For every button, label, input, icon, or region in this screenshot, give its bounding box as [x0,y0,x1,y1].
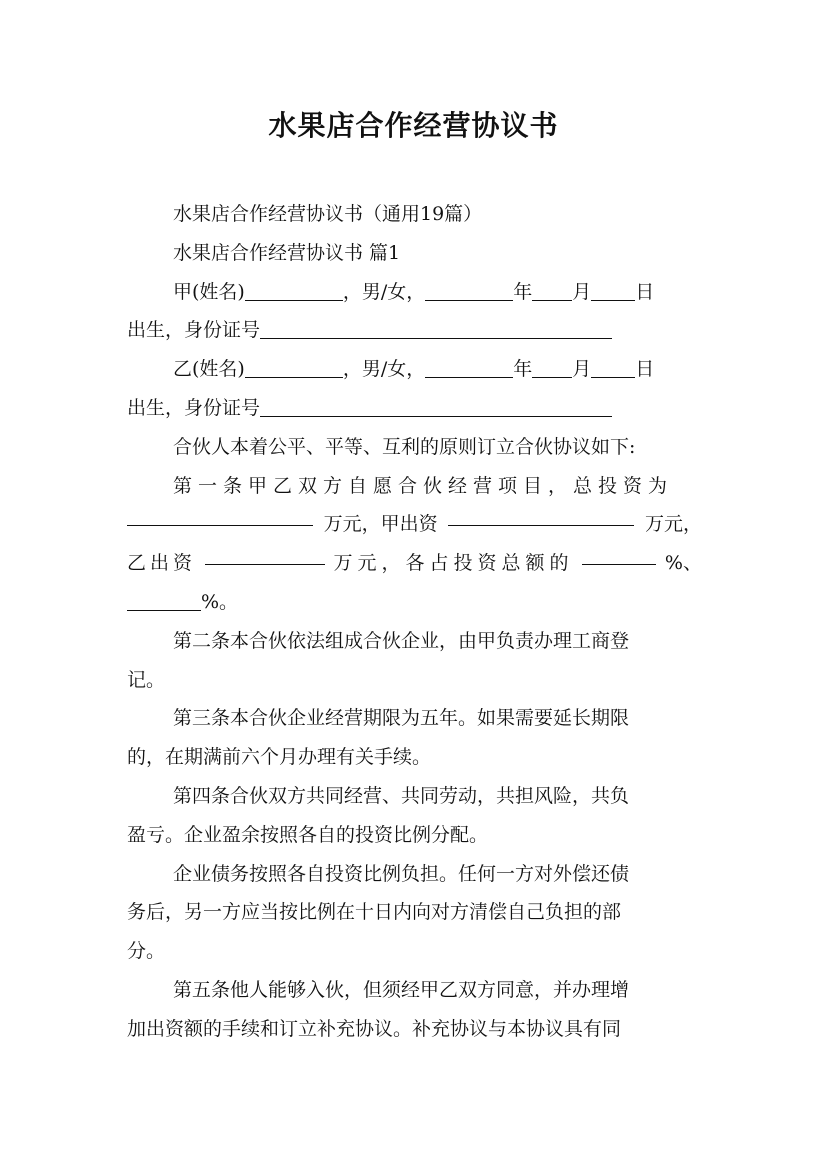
document-title: 水果店合作经营协议书 [268,109,559,142]
jia-investment-blank [448,505,634,526]
wan-label-1: 万元，甲出资 [323,513,438,536]
intro-paragraph: 合伙人本着公平、平等、互利的原则订立合伙协议如下: [173,435,636,458]
day-label: 日 [635,358,655,381]
total-investment-blank [127,505,313,526]
article-1-line-3 [127,544,702,583]
debt-line-3: 分。 [127,940,166,963]
day-blank [591,280,635,301]
article-5-line-2: 加出资额的手续和订立补充协议。补充协议与本协议具有同 [127,1017,622,1040]
party-yi-id-line [127,389,702,428]
name-blank [245,280,343,301]
article-1-line-4 [127,583,702,622]
day-blank [591,357,635,378]
name-blank [245,357,343,378]
id-label: 出生，身份证号 [127,319,261,342]
year-label: 年 [513,358,533,381]
year-blank [425,357,513,378]
wan-label-3: 万元，各占投资总额的 [333,552,574,575]
year-label: 年 [513,280,533,303]
debt-line-1: 企业债务按照各自投资比例负担。任何一方对外偿还债 [173,862,630,885]
article-4-line-2: 盈亏。企业盈余按照各自的投资比例分配。 [127,823,489,846]
article-1-line-2 [127,505,702,544]
article-5-line-1: 第五条他人能够入伙，但须经甲乙双方同意，并办理增 [173,978,630,1001]
debt-line-2: 务后，另一方应当按比例在十日内向对方清偿自己负担的部 [127,901,622,924]
wan-label-2: 万元， [644,513,702,536]
article-2-line-2: 记。 [127,668,166,691]
section-heading: 水果店合作经营协议书 篇1 [173,241,401,264]
party-jia-id-line [127,311,702,350]
party-yi-line [127,350,702,389]
article-3-line-2: 的，在期满前六个月办理有关手续。 [127,746,432,769]
article-2-line-1: 第二条本合伙依法组成合伙企业，由甲负责办理工商登 [173,629,630,652]
month-blank [532,280,572,301]
yi-investment-label: 乙出资 [127,552,197,575]
article-1-lead: 第一条甲乙双方自愿合伙经营项目，总投资为 [173,474,674,497]
article-1-line-1 [127,467,702,506]
article-3-line-1: 第三条本合伙企业经营期限为五年。如果需要延长期限 [173,707,630,730]
id-blank [260,396,612,417]
month-label: 月 [572,358,592,381]
document-body [127,195,702,1049]
yi-investment-blank [205,544,325,565]
month-blank [532,357,572,378]
party-jia-label: 甲(姓名) [173,280,245,303]
party-yi-label: 乙(姓名) [173,358,245,381]
id-blank [260,318,612,339]
year-blank [425,280,513,301]
article-4-line-1: 第四条合伙双方共同经营、共同劳动，共担风险，共负 [173,784,630,807]
percent-end-label: %。 [201,590,239,613]
yi-percent-blank [127,590,201,611]
sex-label: ，男/女， [342,280,426,303]
day-label: 日 [635,280,655,303]
jia-percent-blank [582,544,656,565]
month-label: 月 [572,280,592,303]
subtitle-line: 水果店合作经营协议书（通用19篇） [173,203,483,225]
party-jia-line [127,273,702,312]
percent-label: %、 [664,552,702,575]
id-label: 出生，身份证号 [127,396,261,419]
sex-label: ，男/女， [342,358,426,381]
